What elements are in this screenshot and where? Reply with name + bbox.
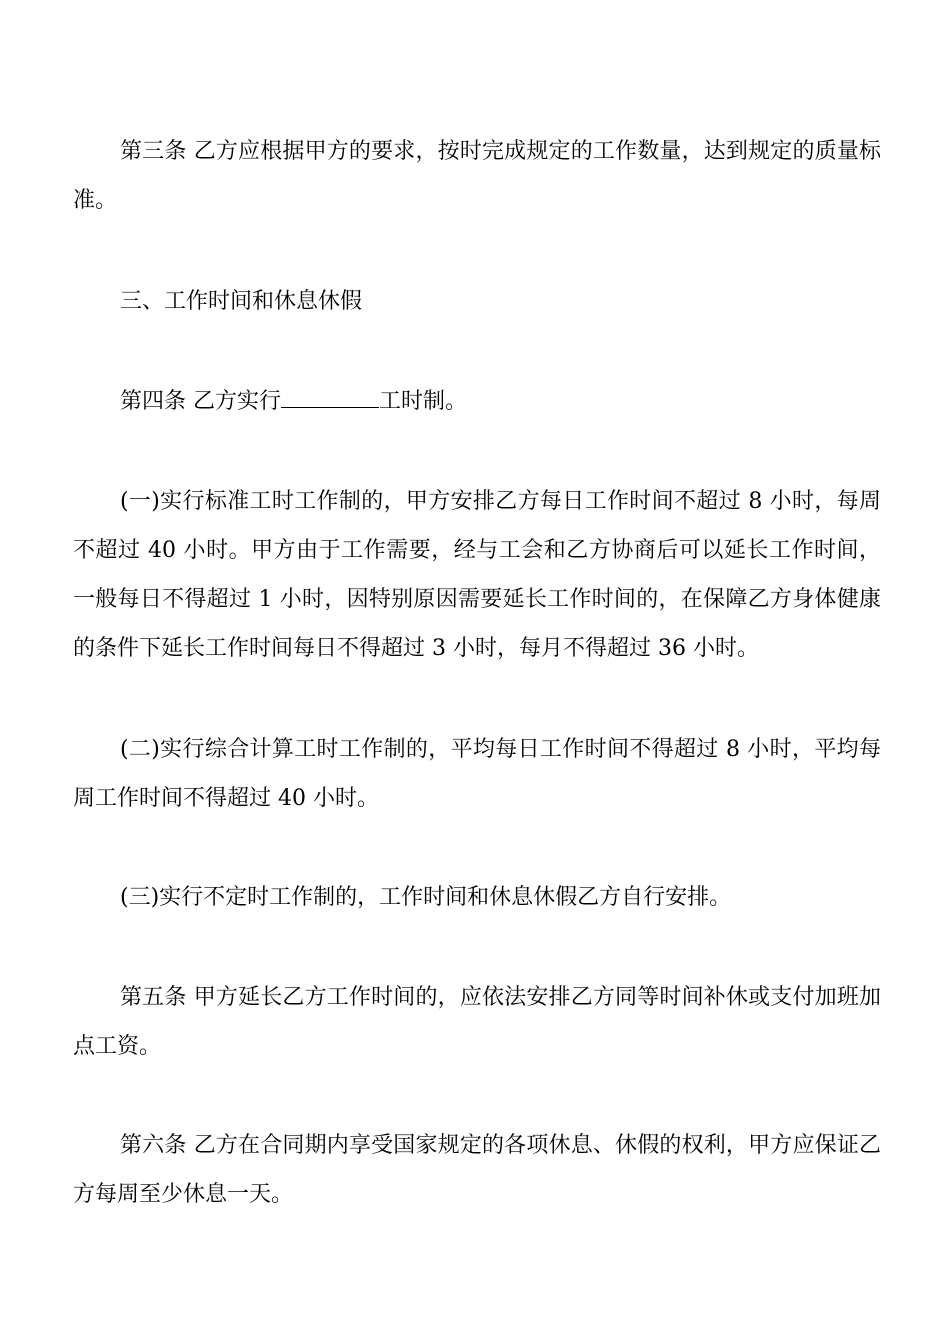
item-1-paragraph: (一)实行标准工时工作制的，甲方安排乙方每日工作时间不超过 8 小时，每周不超过 40 小时。甲方由于工作需要，经与工会和乙方协商后可以延长工作时间，一般每日不得超过 1 小时，因特别原因需要延长工作时间的，在保障乙方身体健康的条件下延长工作时间每日不得超过 3 小时，每月不得超过 36 小时。 xyxy=(73,489,881,661)
fill-in-blank xyxy=(281,389,379,408)
article-4-text-before: 第四条 乙方实行 xyxy=(120,389,281,414)
section-heading: 三、工作时间和休息休假 xyxy=(120,289,363,314)
article-6-paragraph: 第六条 乙方在合同期内享受国家规定的各项休息、休假的权利，甲方应保证乙方每周至少休息一天。 xyxy=(73,1133,881,1207)
article-4-text-after: 工时制。 xyxy=(379,389,468,414)
item-2-paragraph: (二)实行综合计算工时工作制的，平均每日工作时间不得超过 8 小时，平均每周工作时间不得超过 40 小时。 xyxy=(73,737,881,811)
item-3-paragraph: (三)实行不定时工作制的，工作时间和休息休假乙方自行安排。 xyxy=(120,885,732,910)
article-5-paragraph: 第五条 甲方延长乙方工作时间的，应依法安排乙方同等时间补休或支付加班加点工资。 xyxy=(73,985,881,1059)
article-4-paragraph xyxy=(73,377,881,426)
article-3-paragraph: 第三条 乙方应根据甲方的要求，按时完成规定的工作数量，达到规定的质量标准。 xyxy=(73,139,881,213)
